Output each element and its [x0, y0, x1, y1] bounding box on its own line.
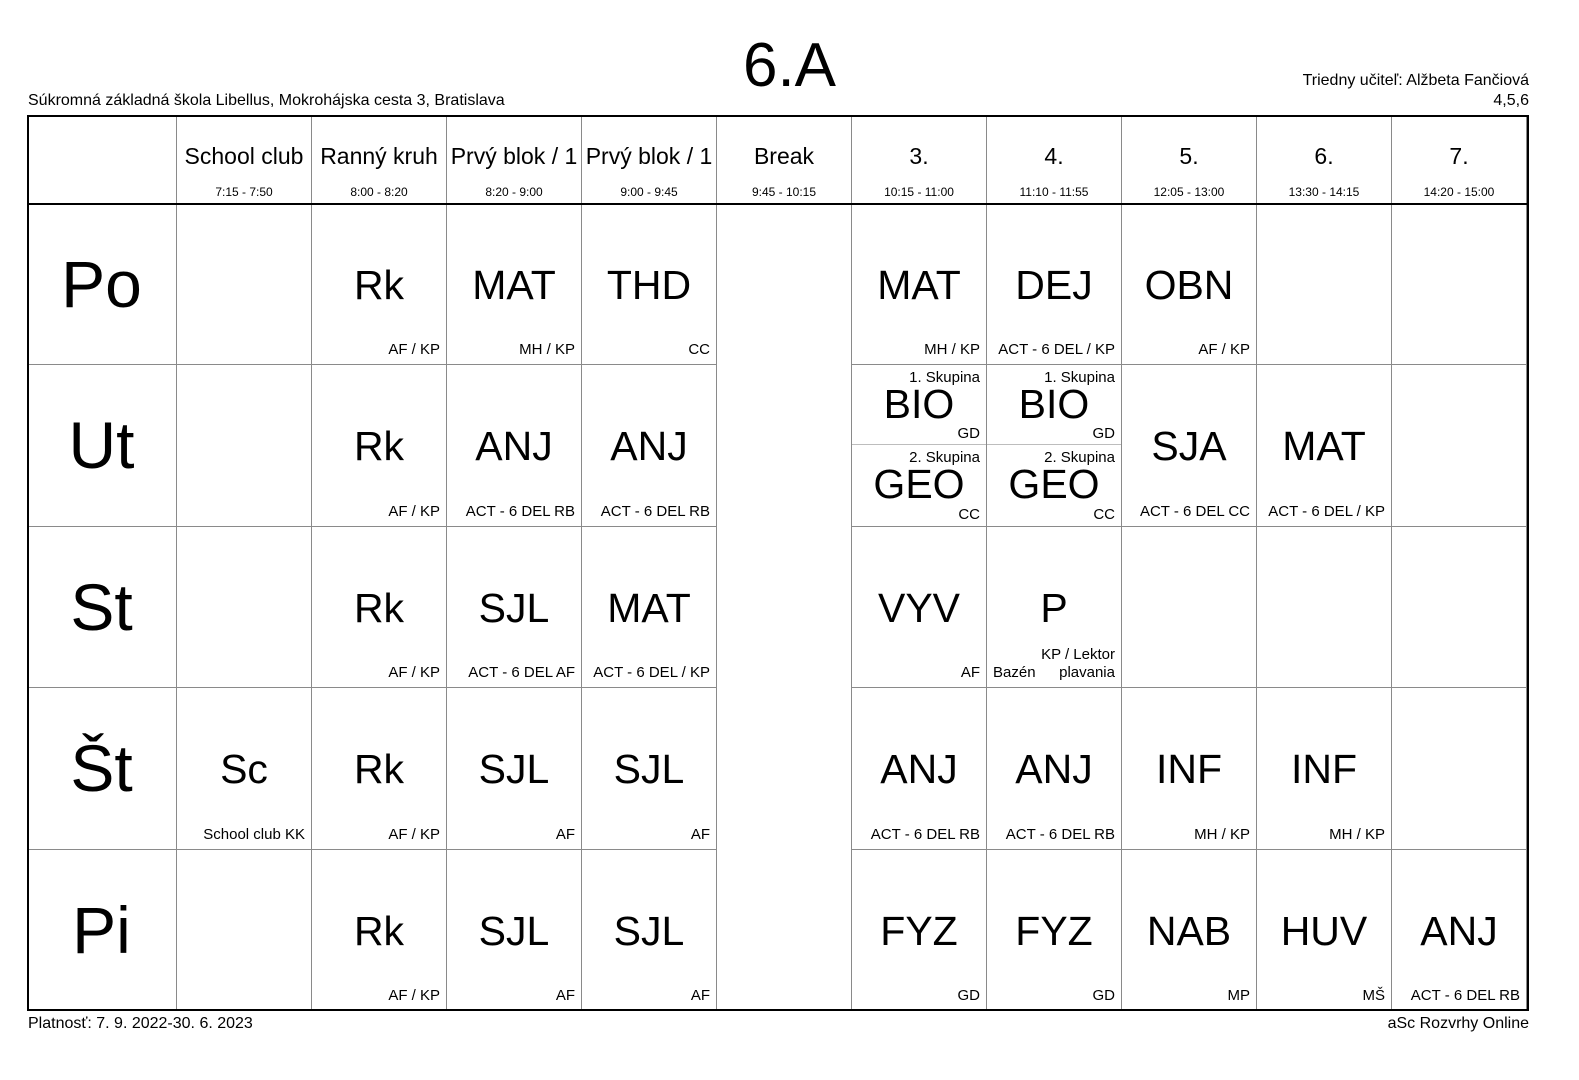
empty-cell: [177, 204, 312, 365]
subject-code: OBN: [1144, 262, 1234, 308]
subject-code: INF: [1155, 746, 1223, 793]
day-name: Pi: [72, 892, 131, 967]
subject-code: NAB: [1146, 907, 1232, 954]
lesson-cell[interactable]: [1122, 688, 1257, 849]
period-name: School club: [184, 143, 304, 169]
day-label-cell: [27, 204, 177, 365]
empty-cell: [717, 527, 852, 688]
period-time: 8:00 - 8:20: [350, 185, 408, 199]
period-header: [177, 115, 312, 204]
lesson-cell[interactable]: [312, 850, 447, 1011]
period-header: [852, 115, 987, 204]
lesson-info: AF / KP: [388, 664, 440, 682]
empty-cell: [1392, 204, 1527, 365]
subject-code: THD: [606, 262, 692, 308]
subject-code: FYZ: [1015, 907, 1093, 954]
day-name: Ut: [68, 408, 135, 483]
subject-code: SJL: [613, 907, 685, 954]
lesson-cell[interactable]: [1122, 204, 1257, 365]
teacher-code: CC: [1093, 506, 1115, 524]
subject-code: ANJ: [1015, 746, 1093, 793]
lesson-cell[interactable]: [1122, 365, 1257, 526]
period-time: 10:15 - 11:00: [884, 185, 954, 199]
lesson-info: AF / KP: [388, 825, 440, 843]
header-divider: [27, 203, 1529, 205]
period-name: Break: [753, 143, 815, 169]
lesson-info: ACT - 6 DEL / KP: [1268, 502, 1385, 520]
lesson-cell[interactable]: [447, 365, 582, 526]
period-name: 6.: [1314, 143, 1334, 169]
day-label-cell: [27, 365, 177, 526]
corner-cell: [27, 115, 177, 204]
subject-code: ANJ: [880, 746, 958, 793]
subject-code: MAT: [1282, 423, 1366, 470]
lesson-cell[interactable]: [852, 204, 987, 365]
teacher-code: GD: [957, 425, 980, 443]
lesson-cell[interactable]: [312, 688, 447, 849]
lesson-cell[interactable]: [582, 204, 717, 365]
lesson-info: MH / KP: [1194, 825, 1250, 843]
subject-code: SJL: [478, 584, 550, 631]
group-lesson[interactable]: [987, 365, 1121, 445]
day-label-cell: [27, 850, 177, 1011]
lesson-cell[interactable]: [177, 688, 312, 849]
lesson-info: AF: [960, 664, 980, 682]
lesson-info: MŠ: [1362, 986, 1385, 1004]
subject-code: SJL: [478, 907, 550, 954]
lesson-cell[interactable]: [852, 527, 987, 688]
subject-code: ANJ: [475, 423, 553, 470]
period-time: 14:20 - 15:00: [1423, 185, 1495, 199]
group-label: 2. Skupina: [909, 449, 980, 467]
subject-code: Rk: [353, 262, 405, 308]
subject-code: BIO: [1018, 381, 1090, 428]
lesson-info: ACT - 6 DEL / KP: [998, 341, 1115, 359]
subject-code: DEJ: [1015, 262, 1093, 308]
subject-code: ANJ: [610, 423, 688, 470]
lesson-info: AF / KP: [388, 341, 440, 359]
subject-code: ANJ: [1420, 907, 1498, 954]
day-name: Po: [61, 247, 142, 321]
period-header: [1257, 115, 1392, 204]
day-name: Št: [70, 731, 133, 806]
lesson-cell[interactable]: [1257, 850, 1392, 1011]
period-name: 3.: [909, 143, 929, 169]
lesson-info: ACT - 6 DEL / KP: [593, 664, 710, 682]
brand-text: aSc Rozvrhy Online: [1387, 1015, 1529, 1032]
period-name: 7.: [1449, 143, 1469, 169]
lesson-info: ACT - 6 DEL RB: [600, 502, 710, 520]
lesson-info: ACT - 6 DEL RB: [465, 502, 575, 520]
lesson-cell[interactable]: [582, 688, 717, 849]
empty-cell: [1392, 365, 1527, 526]
period-header: [312, 115, 447, 204]
period-header: [1392, 115, 1527, 204]
empty-cell: [177, 365, 312, 526]
period-time: 8:20 - 9:00: [485, 185, 543, 199]
period-name: Ranný kruh: [320, 143, 438, 169]
empty-cell: [1257, 204, 1392, 365]
lesson-cell[interactable]: [1257, 688, 1392, 849]
subject-code: SJA: [1151, 423, 1227, 470]
period-header: [717, 115, 852, 204]
lesson-cell[interactable]: [447, 688, 582, 849]
subject-code: VYV: [877, 584, 961, 631]
lesson-info: AF: [690, 986, 710, 1004]
subject-code: BIO: [883, 381, 955, 428]
period-time: 13:30 - 14:15: [1288, 185, 1360, 199]
lesson-cell[interactable]: [582, 527, 717, 688]
period-name: Prvý blok / 1: [585, 143, 713, 169]
lesson-cell[interactable]: [987, 850, 1122, 1011]
room-detail: plavania: [1059, 664, 1115, 682]
group-label: 1. Skupina: [909, 369, 980, 387]
lesson-cell[interactable]: [987, 365, 1122, 526]
subject-code: SJL: [478, 746, 550, 793]
lesson-info: CC: [688, 341, 710, 359]
group-lesson[interactable]: [987, 445, 1121, 525]
empty-cell: [177, 850, 312, 1011]
lesson-info: ACT - 6 DEL RB: [1005, 825, 1115, 843]
group-label: 2. Skupina: [1044, 449, 1115, 467]
empty-cell: [1392, 688, 1527, 849]
lesson-cell[interactable]: [447, 527, 582, 688]
teacher-code: CC: [958, 506, 980, 524]
lesson-info: MH / KP: [924, 341, 980, 359]
lesson-cell[interactable]: [987, 688, 1122, 849]
lesson-info: ACT - 6 DEL RB: [1410, 986, 1520, 1004]
group-lesson[interactable]: [852, 445, 986, 525]
lesson-cell[interactable]: [1392, 850, 1527, 1011]
class-list: 4,5,6: [1493, 92, 1529, 109]
period-time: 7:15 - 7:50: [215, 185, 273, 199]
period-header: [447, 115, 582, 204]
lesson-info: AF / KP: [388, 986, 440, 1004]
validity-text: Platnosť: 7. 9. 2022-30. 6. 2023: [28, 1015, 253, 1032]
lesson-cell[interactable]: [1122, 850, 1257, 1011]
period-name: Prvý blok / 1: [450, 143, 578, 169]
lesson-info: School club KK: [203, 825, 305, 843]
period-header: [1122, 115, 1257, 204]
subject-code: Rk: [353, 584, 405, 631]
lesson-cell[interactable]: [312, 204, 447, 365]
group-lesson[interactable]: [852, 365, 986, 445]
lesson-cell[interactable]: [582, 850, 717, 1011]
subject-code: GEO: [873, 461, 965, 508]
lesson-cell[interactable]: [1257, 365, 1392, 526]
empty-cell: [1392, 527, 1527, 688]
lesson-cell[interactable]: [852, 850, 987, 1011]
subject-code: Sc: [220, 746, 268, 793]
empty-cell: [717, 365, 852, 526]
lesson-info: AF / KP: [1198, 341, 1250, 359]
empty-cell: [717, 850, 852, 1011]
lesson-cell[interactable]: [987, 204, 1122, 365]
empty-cell: [1257, 527, 1392, 688]
empty-cell: [1122, 527, 1257, 688]
period-name: 4.: [1044, 143, 1064, 169]
subject-code: Rk: [353, 423, 405, 470]
class-teacher: Triedny učiteľ: Alžbeta Fančiová: [1302, 72, 1529, 89]
lesson-info: MH / KP: [519, 341, 575, 359]
period-header: [582, 115, 717, 204]
group-label: 1. Skupina: [1044, 369, 1115, 387]
lesson-info: GD: [957, 986, 980, 1004]
subject-code: MAT: [607, 584, 691, 631]
lesson-cell[interactable]: [312, 365, 447, 526]
subject-code: FYZ: [880, 907, 958, 954]
lesson-info: GD: [1092, 986, 1115, 1004]
lesson-info: AF: [555, 986, 575, 1004]
lesson-cell[interactable]: [582, 365, 717, 526]
period-time: 11:10 - 11:55: [1019, 185, 1089, 199]
subject-code: INF: [1290, 746, 1358, 793]
lesson-cell[interactable]: [852, 688, 987, 849]
lesson-info: ACT - 6 DEL AF: [468, 664, 575, 682]
subject-code: Rk: [353, 746, 405, 793]
lesson-info: ACT - 6 DEL RB: [870, 825, 980, 843]
period-name: 5.: [1179, 143, 1199, 169]
school-name: Súkromná základná škola Libellus, Mokrohájska cesta 3, Bratislava: [28, 92, 505, 109]
lesson-cell[interactable]: [447, 850, 582, 1011]
day-label-cell: [27, 527, 177, 688]
lesson-info: AF: [690, 825, 710, 843]
lesson-info: MP: [1227, 986, 1250, 1004]
empty-cell: [717, 688, 852, 849]
room-name: Bazén: [993, 664, 1036, 682]
empty-cell: [717, 204, 852, 365]
lesson-info: ACT - 6 DEL CC: [1139, 502, 1250, 520]
lesson-cell[interactable]: [447, 204, 582, 365]
lesson-cell[interactable]: [852, 365, 987, 526]
subject-code: GEO: [1008, 461, 1100, 508]
period-time: 9:00 - 9:45: [620, 185, 678, 199]
lesson-info: MH / KP: [1329, 825, 1385, 843]
lesson-cell[interactable]: [312, 527, 447, 688]
teacher-code: GD: [1092, 425, 1115, 443]
lesson-info: AF / KP: [388, 502, 440, 520]
subject-code: SJL: [613, 746, 685, 793]
subject-code: MAT: [472, 262, 556, 308]
lesson-info: AF: [555, 825, 575, 843]
empty-cell: [177, 527, 312, 688]
subject-code: MAT: [877, 262, 961, 308]
period-time: 12:05 - 13:00: [1153, 185, 1225, 199]
page-title: 6.A: [742, 31, 837, 100]
period-time: 9:45 - 10:15: [751, 185, 817, 199]
lesson-info: KP / Lektor: [1041, 646, 1115, 664]
day-label-cell: [27, 688, 177, 849]
period-header: [987, 115, 1122, 204]
subject-code: Rk: [353, 907, 405, 954]
lesson-cell[interactable]: [987, 527, 1122, 688]
subject-code: P: [1040, 584, 1068, 631]
subject-code: HUV: [1280, 907, 1368, 954]
day-name: St: [70, 569, 133, 644]
